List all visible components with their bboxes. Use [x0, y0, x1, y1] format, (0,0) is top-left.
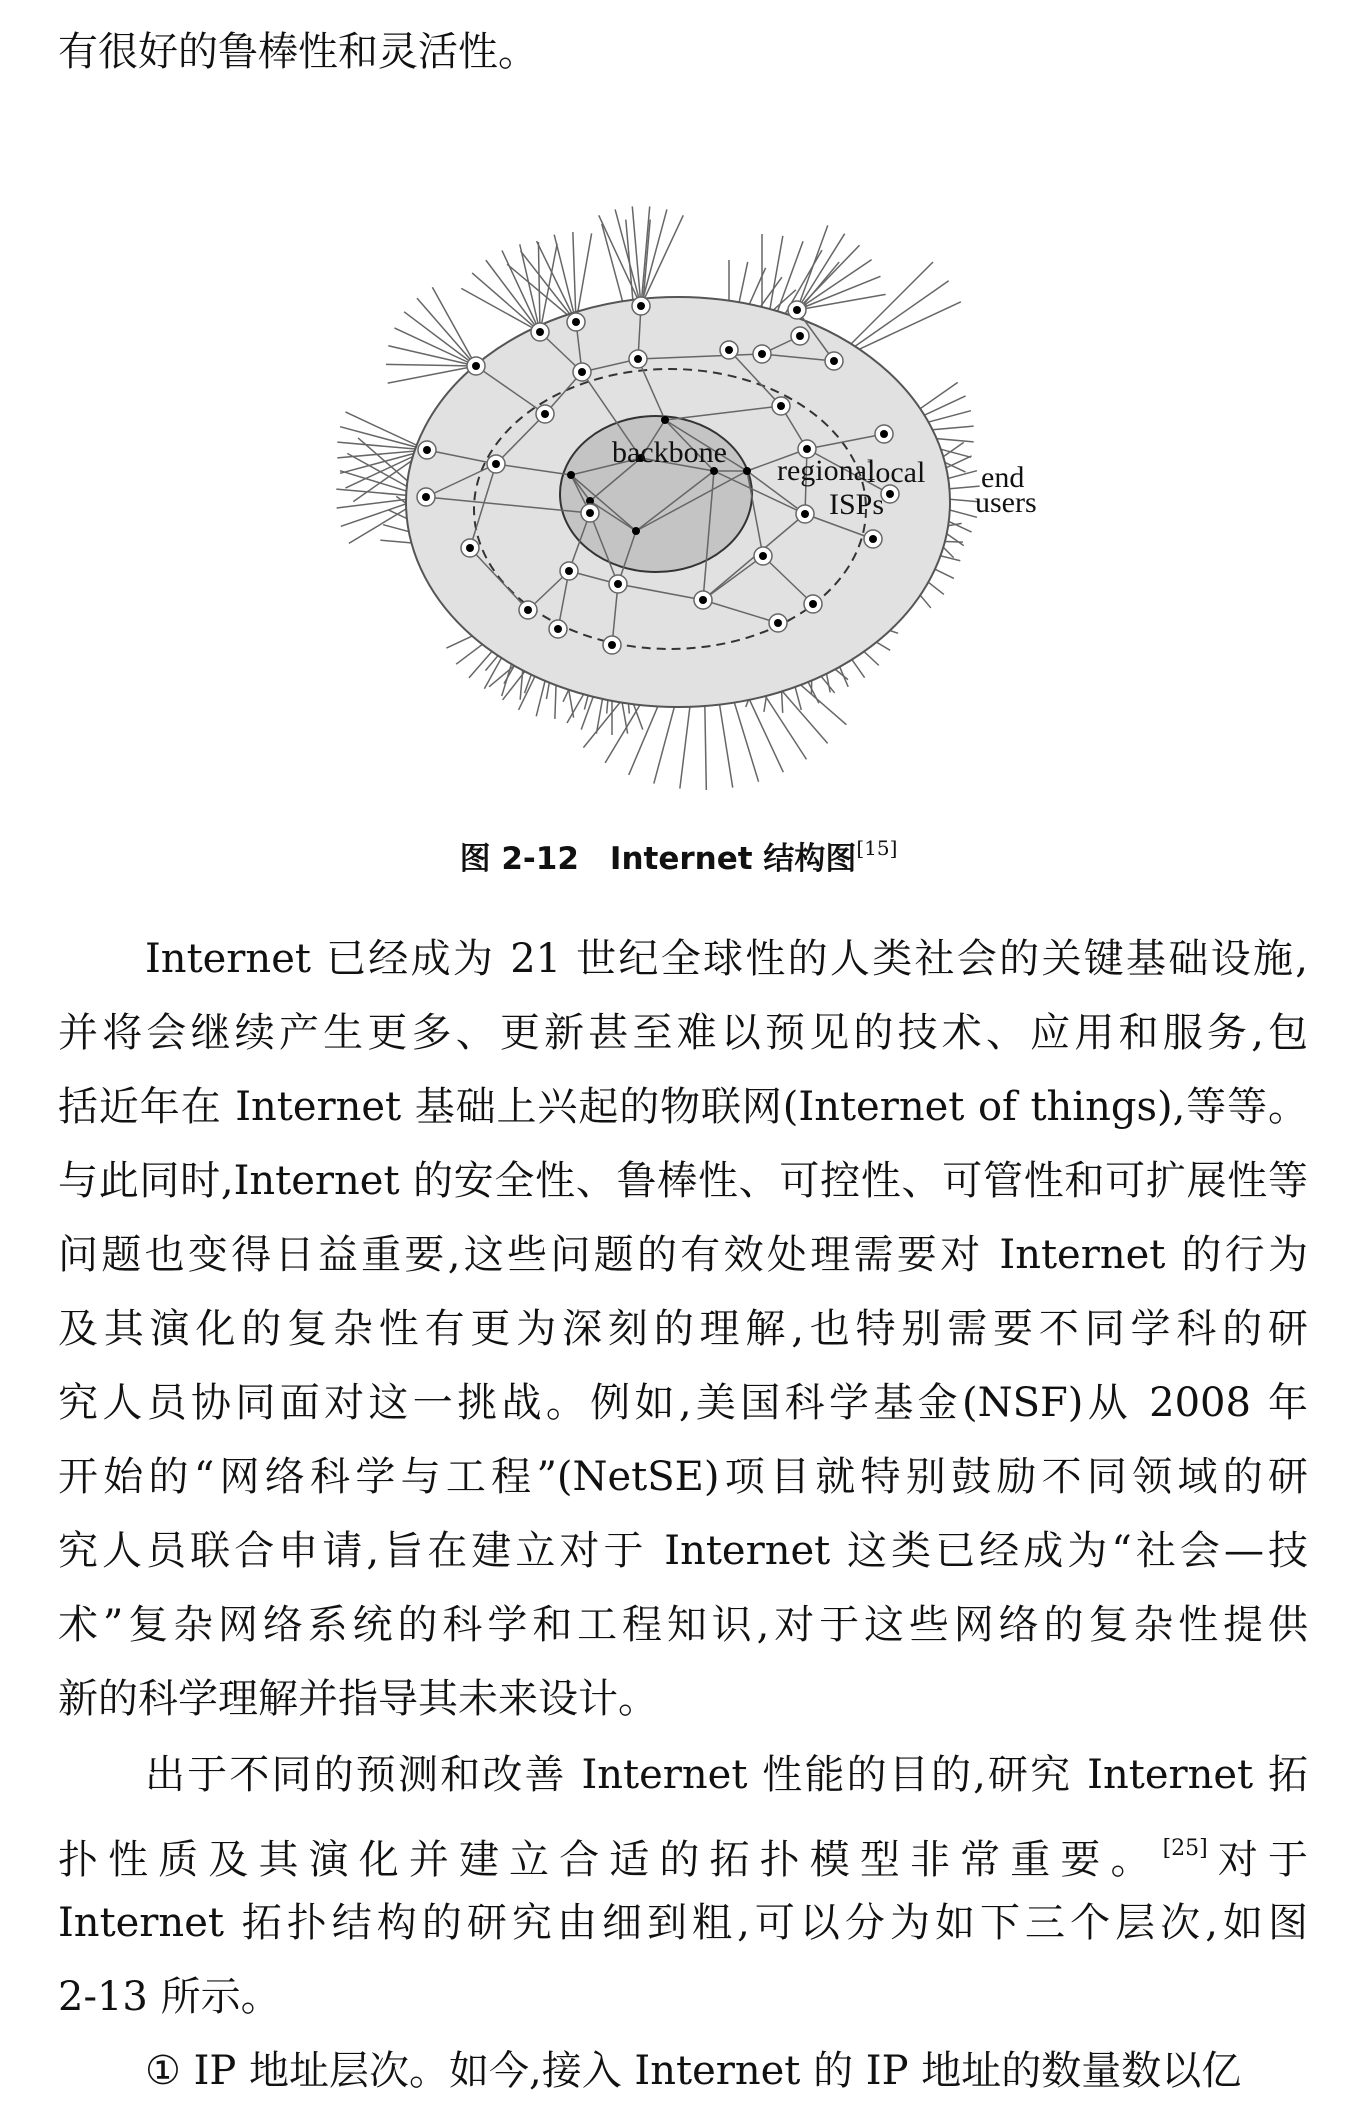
backbone-node [632, 527, 640, 535]
regional-isp-node [796, 505, 814, 523]
backbone-label: backbone [612, 436, 727, 469]
paragraph-1-line-10: 术”复杂网络系统的科学和工程知识,对于这些网络的复杂性提供 [58, 1602, 1308, 1648]
local-isp-node [804, 595, 822, 613]
local-isp-node [603, 636, 621, 654]
local-isp-node [864, 530, 882, 548]
local-isp-node [788, 301, 806, 319]
local-isp-node [467, 357, 485, 375]
paragraph-1-line-4: 与此同时,Internet 的安全性、鲁棒性、可控性、可管性和可扩展性等 [58, 1158, 1308, 1204]
backbone-node [743, 467, 751, 475]
figure-caption [0, 833, 1357, 878]
regional-isp-node [825, 352, 843, 370]
local-isp-node [461, 539, 479, 557]
local-label: local [867, 456, 926, 489]
paragraph-1-line-9: 究人员联合申请,旨在建立对于 Internet 这类已经成为“社会—技 [58, 1528, 1308, 1574]
paragraph-1-line-8: 开始的“网络科学与工程”(NetSE)项目就特别鼓励不同领域的研 [58, 1454, 1308, 1500]
backbone-node [567, 471, 575, 479]
local-isp-node [567, 313, 585, 331]
local-isp-node [632, 297, 650, 315]
regional-isp-node [560, 562, 578, 580]
local-isp-node [531, 323, 549, 341]
regional-isp-node [754, 547, 772, 565]
end-user-link [502, 250, 540, 332]
citation-25: [25] [1162, 1836, 1208, 1861]
regional-isp-node [791, 327, 809, 345]
regional-isp-node [573, 363, 591, 381]
local-isp-node [418, 441, 436, 459]
paragraph-1-line-11: 新的科学理解并指导其未来设计。 [58, 1676, 658, 1722]
end-user-link [538, 242, 540, 332]
end-user-link [386, 364, 476, 366]
regional-isp-node [536, 405, 554, 423]
paragraph-1-line-7: 究人员协同面对这一挑战。例如,美国科学基金(NSF)从 2008 年 [58, 1380, 1308, 1426]
end-user-link [537, 241, 576, 322]
local-isp-node [720, 341, 738, 359]
paragraph-3-line-1: ① IP 地址层次。如今,接入 Internet 的 IP 地址的数量数以亿 [145, 2048, 1242, 2094]
end-user-link [394, 328, 476, 366]
caption-citation: [15] [856, 836, 898, 860]
local-isp-node [875, 425, 893, 443]
paragraph-1-line-3: 括近年在 Internet 基础上兴起的物联网(Internet of things),等等。 [58, 1084, 1308, 1130]
regional-isp-node [629, 350, 647, 368]
paragraph-2-line-1: 出于不同的预测和改善 Internet 性能的目的,研究 Internet 拓 [145, 1752, 1308, 1798]
local-isp-node [769, 614, 787, 632]
paragraph-2-line-4: 2-13 所示。 [58, 1974, 281, 2020]
isps-label: ISPs [829, 488, 885, 521]
paragraph-2-line-3: Internet 拓扑结构的研究由细到粗,可以分为如下三个层次,如图 [58, 1900, 1308, 1946]
paragraph-2-line-2-tail: 对于 [1207, 1837, 1309, 1883]
regional-isp-node [609, 575, 627, 593]
local-isp-node [549, 620, 567, 638]
regional-isp-node [694, 591, 712, 609]
end-user-link [417, 298, 476, 366]
regional-isp-node [581, 504, 599, 522]
end-user-link [432, 287, 476, 366]
end-label: end [981, 461, 1025, 494]
regional-isp-node [753, 345, 771, 363]
paragraph-2-line-2 [58, 1825, 1308, 1884]
regional-isp-node [487, 455, 505, 473]
paragraph-1-line-2: 并将会继续产生更多、更新甚至难以预见的技术、应用和服务,包 [58, 1010, 1308, 1056]
end-user-link [461, 288, 540, 332]
regional-isp-node [772, 397, 790, 415]
users-label: users [975, 486, 1037, 519]
local-isp-node [519, 601, 537, 619]
paragraph-2-line-2-text: 扑性质及其演化并建立合适的拓扑模型非常重要。 [58, 1837, 1161, 1883]
internet-structure-figure [200, 150, 1150, 810]
local-isp-node [417, 488, 435, 506]
top-text-line: 有很好的鲁棒性和灵活性。 [58, 29, 538, 75]
end-user-link [472, 273, 540, 332]
paragraph-1-line-1: Internet 已经成为 21 世纪全球性的人类社会的关键基础设施, [145, 936, 1308, 982]
paragraph-1-line-5: 问题也变得日益重要,这些问题的有效处理需要对 Internet 的行为 [58, 1232, 1308, 1278]
backbone-node [661, 416, 669, 424]
regional-label: regional [777, 454, 876, 487]
paragraph-1-line-6: 及其演化的复杂性有更为深刻的理解,也特别需要不同学科的研 [58, 1306, 1308, 1352]
caption-text: 图 2-12 Internet 结构图 [459, 841, 857, 877]
